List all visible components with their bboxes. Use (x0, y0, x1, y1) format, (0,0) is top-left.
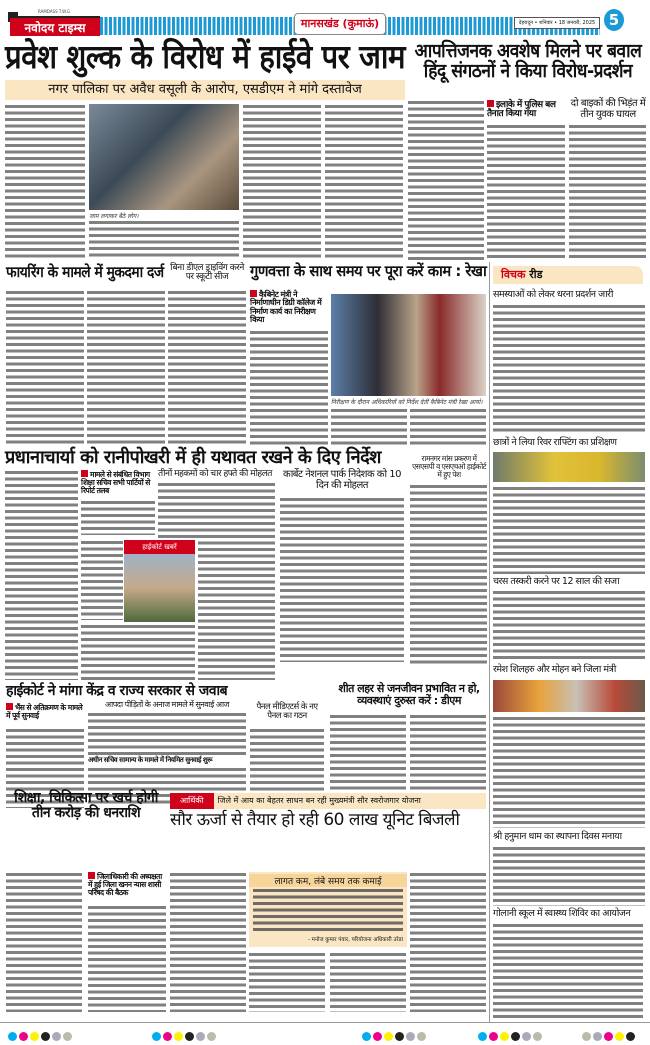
disaster-sub: अधीन सचिव सामान्य के मामले में नियमित सुनवाई शुरू (88, 756, 213, 764)
lead-body-2 (89, 220, 239, 260)
lead-body-4 (325, 104, 403, 259)
three-headline: तीनों महकमों को चार हफ्ते की मोहलत (158, 469, 272, 479)
edu-headline: शिक्षा, चिकित्सा पर खर्च होगी तीन करोड़ की धनराशि (14, 790, 158, 821)
section-name: मानसखंड (कुमाऊं) (294, 13, 386, 35)
red-bullet-icon (88, 872, 95, 879)
color-bar-5 (582, 1026, 637, 1045)
firing-body-2 (87, 290, 165, 446)
side-item-6: गोलानी स्कूल में स्वास्थ्य शिविर का आयोजन (493, 908, 631, 919)
solar-body-2 (249, 952, 325, 1012)
right-lead-sub-text: इलाके में पुलिस बल तैनात किया गया (487, 100, 556, 120)
scooty-headline: बिना डीएल ड्राइविंग करने पर स्कूटी सीज (170, 263, 244, 283)
side-item-3: चरस तस्करी करने पर 12 साल की सजा (493, 576, 620, 587)
side-item-1: समस्याओं को लेकर धरना प्रदर्शन जारी (493, 289, 613, 300)
edu-box-text: जिलाधिकारी की अध्यक्षता में हुई जिला खनन न्यास शासी परिषद की बैठक (88, 872, 162, 897)
rekha-photo (331, 294, 486, 396)
rafting-photo (493, 452, 645, 482)
hc-photo (124, 540, 195, 622)
solar-strip (170, 793, 486, 809)
red-bullet-icon (81, 470, 88, 477)
hc-centre-box (6, 703, 84, 720)
scooty-body (168, 290, 246, 446)
red-bullet-icon (487, 100, 494, 107)
solar-quote-by: - मनोज कुमार पंवार, परियोजना अधिकारी उरेडा (307, 937, 403, 943)
bike-headline: दो बाइकों की भिड़ंत में तीन युवक घायल (570, 98, 646, 120)
lead-photo (89, 104, 239, 210)
footer-rule (0, 1022, 650, 1023)
cold-headline: शीत लहर से जनजीवन प्रभावित न हो, व्यवस्थाएं दुरुस्त करें : डीएम (338, 682, 480, 707)
solar-body-4 (410, 872, 486, 1012)
hc-centre-box-text: भैंस से अतिक्रमण के मामले में पूर्व सुनवाई (6, 703, 83, 720)
corbett-headline: कार्बेट नेशनल पार्क निदेशक को 10 दिन की मोहलत (283, 469, 401, 491)
rekha-body-1 (250, 330, 328, 446)
ramnagar-headline: रामनगर मांस प्रकरण में एसएसपी व एसएचओ हाईकोर्ट में हुए पेश (412, 454, 486, 479)
principal-box-text: मामले से संबंधित विभाग शिक्षा सचिव सभी पार्टियों से रिपोर्ट तलब (81, 470, 150, 495)
right-lead-body-2 (487, 124, 565, 260)
side-body-4 (493, 716, 645, 828)
disaster-headline: आपदा पीड़ितों के अनाज मामले में सुनवाई आज (105, 700, 229, 709)
side-body-2 (493, 486, 645, 574)
bike-body (569, 124, 646, 260)
lead-body-3 (243, 104, 321, 259)
disaster-body (88, 712, 246, 755)
right-lead-headline: आपत्तिजनक अवशेष मिलने पर बवाल हिंदू संगठनों ने किया विरोध-प्रदर्शन (414, 40, 642, 82)
side-item-5: श्री हनुमान धाम का स्थापना दिवस मनाया (493, 831, 622, 842)
rekha-headline: गुणवत्ता के साथ समय पर पूरा करें काम : रेखा (250, 262, 487, 280)
solar-strip-text: जिले में आय का बेहतर साधन बन रही मुख्यमंत्री सौर स्वरोजगार योजना (217, 796, 421, 805)
principal-box (81, 470, 155, 495)
side-label-a: विचक (501, 268, 526, 281)
color-bar-3 (362, 1026, 428, 1045)
rekha-body-2 (331, 408, 407, 446)
color-bar-4 (478, 1026, 544, 1045)
lead-headline: प्रवेश शुल्क के विरोध में हाईवे पर जाम (5, 37, 406, 76)
principal-body-1 (5, 470, 78, 680)
logo: नवोदय टाइम्स (10, 16, 100, 36)
edu-box (88, 872, 166, 897)
rekha-caption: निरीक्षण के दौरान अधिकारियों को निर्देश देतीं कैबिनेट मंत्री रेखा आर्या। (331, 399, 483, 406)
side-body-5 (493, 846, 645, 906)
side-body-6 (493, 923, 643, 1018)
corbett-body (280, 497, 404, 662)
firing-headline: फायरिंग के मामले में मुकदमा दर्ज (6, 263, 164, 281)
lead-subhead: नगर पालिका पर अवैध वसूली के आरोप, एसडीएम ने मांगे दस्तावेज (5, 80, 405, 100)
principal-body-2 (81, 500, 155, 535)
ramnagar-body (410, 484, 487, 664)
hc-building-photo (124, 554, 195, 622)
hc-tag: हाईकोर्ट खबरें (124, 540, 195, 554)
date-line: देहरादून • शनिवार • 18 जनवरी, 2025 (514, 17, 600, 29)
solar-quote-text (253, 888, 403, 932)
color-bar-1 (8, 1026, 74, 1045)
page-number: 5 (604, 9, 624, 31)
three-body-top (158, 482, 198, 538)
panel-headline: पैनल मीडिएटर्स के नए पैनल का गठन (256, 702, 318, 721)
solar-quote-box (249, 872, 407, 947)
side-divider (489, 262, 490, 1022)
solar-headline: सौर ऊर्जा से तैयार हो रही 60 लाख यूनिट बिजली (170, 810, 460, 830)
solar-quote-title: लागत कम, लंबे समय तक कमाई (249, 874, 407, 887)
solar-body-1 (170, 872, 246, 1012)
edu-body-2 (88, 905, 166, 1012)
edu-body-1 (6, 872, 82, 1012)
red-bullet-icon (250, 290, 257, 297)
officials-photo (493, 680, 645, 712)
rekha-body-3 (410, 408, 486, 446)
right-lead-body-1 (408, 100, 484, 260)
solar-body-3 (330, 952, 406, 1012)
side-body-3 (493, 590, 645, 662)
masthead (0, 0, 650, 40)
side-item-4: रमेश शिलहरु और मोहन बने जिला मंत्री (493, 664, 616, 675)
three-body (198, 482, 275, 680)
side-item-2: छात्रों ने लिया रिवर राफ्टिंग का प्रशिक्षण (493, 437, 617, 448)
side-label-b: रीड (529, 268, 543, 281)
solar-tag: आर्थिकी (170, 793, 214, 809)
right-lead-sub (487, 100, 565, 120)
side-body-1 (493, 304, 645, 434)
side-label (493, 266, 643, 284)
principal-headline: प्रधानाचार्या को रानीपोखरी में ही यथावत रखने के दिए निर्देश (5, 447, 381, 468)
lead-caption: जाम लगाकर बैठे लोग। (89, 213, 139, 220)
rekha-sub (250, 290, 328, 325)
rekha-sub-text: कैबिनेट मंत्री ने निर्माणाधीन डिग्री कॉलेज में निर्माण कार्य का निरीक्षण किया (250, 290, 322, 325)
red-bullet-icon (6, 703, 13, 710)
masthead-small-label: RAMDASS T.W.G (38, 9, 71, 14)
color-bar-2 (152, 1026, 218, 1045)
principal-body-3 (81, 540, 123, 620)
lead-body-1 (5, 104, 85, 259)
firing-body-1 (6, 290, 84, 446)
registration-marks (0, 1026, 650, 1038)
principal-body-4 (81, 624, 195, 680)
hc-centre-headline: हाईकोर्ट ने मांगा केंद्र व राज्य सरकार से जवाब (6, 683, 228, 699)
